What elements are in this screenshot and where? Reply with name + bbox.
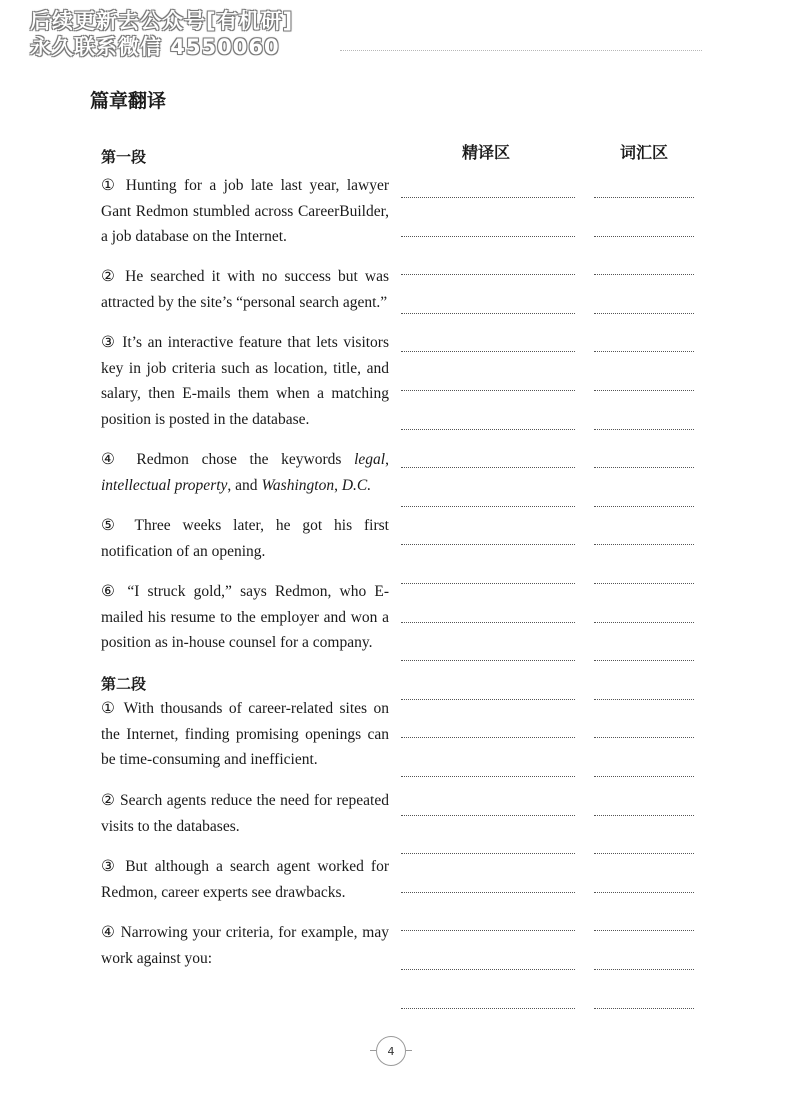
vocabulary-line[interactable] [594,815,694,816]
translation-line[interactable] [401,737,575,738]
translation-line[interactable] [401,930,575,931]
header-rule [340,50,702,51]
translation-line[interactable] [401,313,575,314]
sentence-p1-6: ⑥ “I struck gold,” says Redmon, who E-mailed his resume to the employer and won a position as in-house counsel for a company. [101,583,389,651]
vocabulary-line[interactable] [594,390,694,391]
vocabulary-line[interactable] [594,544,694,545]
page-number: 4 [376,1036,406,1066]
vocabulary-line[interactable] [594,351,694,352]
vocabulary-line[interactable] [594,274,694,275]
sentence-p1-1: ① Hunting for a job late last year, lawyer Gant Redmon stumbled across CareerBuilder, a job database on the Internet. [101,177,389,245]
translation-line[interactable] [401,197,575,198]
sentence-p1-3: ③ It’s an interactive feature that lets visitors key in job criteria such as location, title, and salary, then E-mails them when a matching position is posted in the database. [101,334,389,428]
vocabulary-line[interactable] [594,197,694,198]
translation-column-heading: 精译区 [462,143,511,162]
vocabulary-line[interactable] [594,506,694,507]
watermark [30,8,293,60]
watermark-line-2: 永久联系微信 4550060 [30,35,280,59]
vocabulary-line[interactable] [594,660,694,661]
sentence-p1-4: ④ Redmon chose the keywords legal, intellectual property, and Washington, D.C. [101,451,389,494]
paragraph-1-label: 第一段 [101,148,147,166]
translation-line[interactable] [401,699,575,700]
keyword-dc: D.C. [341,476,372,494]
translation-line[interactable] [401,622,575,623]
translation-line[interactable] [401,506,575,507]
vocabulary-line[interactable] [594,699,694,700]
vocabulary-line[interactable] [594,583,694,584]
translation-line[interactable] [401,583,575,584]
translation-line[interactable] [401,892,575,893]
sentence-p1-2: ② He searched it with no success but was attracted by the site’s “personal search agent.” [101,268,389,311]
translation-line[interactable] [401,969,575,970]
vocabulary-line[interactable] [594,429,694,430]
translation-line[interactable] [401,660,575,661]
paragraph-2-label: 第二段 [101,675,147,693]
vocabulary-line[interactable] [594,776,694,777]
vocabulary-line[interactable] [594,1008,694,1009]
keyword-washington: Washington [261,476,335,494]
translation-line[interactable] [401,274,575,275]
vocabulary-column-heading: 词汇区 [620,143,669,162]
vocabulary-line[interactable] [594,892,694,893]
translation-line[interactable] [401,1008,575,1009]
translation-line[interactable] [401,390,575,391]
vocabulary-line[interactable] [594,467,694,468]
vocabulary-line[interactable] [594,622,694,623]
vocabulary-line[interactable] [594,737,694,738]
keyword-intellectual-property: intellectual property [101,476,228,494]
sentence-p2-3: ③ But although a search agent worked for Redmon, career experts see drawbacks. [101,858,389,901]
translation-line[interactable] [401,776,575,777]
translation-line[interactable] [401,544,575,545]
watermark-line-1: 后续更新去公众号[有机研] [30,9,294,33]
vocabulary-line[interactable] [594,853,694,854]
translation-line[interactable] [401,351,575,352]
vocabulary-line[interactable] [594,236,694,237]
sentence-p1-5: ⑤ Three weeks later, he got his first notification of an opening. [101,517,389,560]
translation-line[interactable] [401,815,575,816]
vocabulary-line[interactable] [594,930,694,931]
section-title: 篇章翻译 [90,90,167,112]
vocabulary-line[interactable] [594,313,694,314]
translation-line[interactable] [401,467,575,468]
translation-line[interactable] [401,429,575,430]
sentence-p2-2: ② Search agents reduce the need for repeated visits to the databases. [101,792,389,835]
translation-line[interactable] [401,236,575,237]
sentence-p2-4: ④ Narrowing your criteria, for example, may work against you: [101,924,389,967]
sentence-p2-1: ① With thousands of career-related sites on the Internet, finding promising openings can be time-consuming and inefficient. [101,700,389,768]
translation-line[interactable] [401,853,575,854]
keyword-legal: legal [354,451,386,468]
vocabulary-line[interactable] [594,969,694,970]
